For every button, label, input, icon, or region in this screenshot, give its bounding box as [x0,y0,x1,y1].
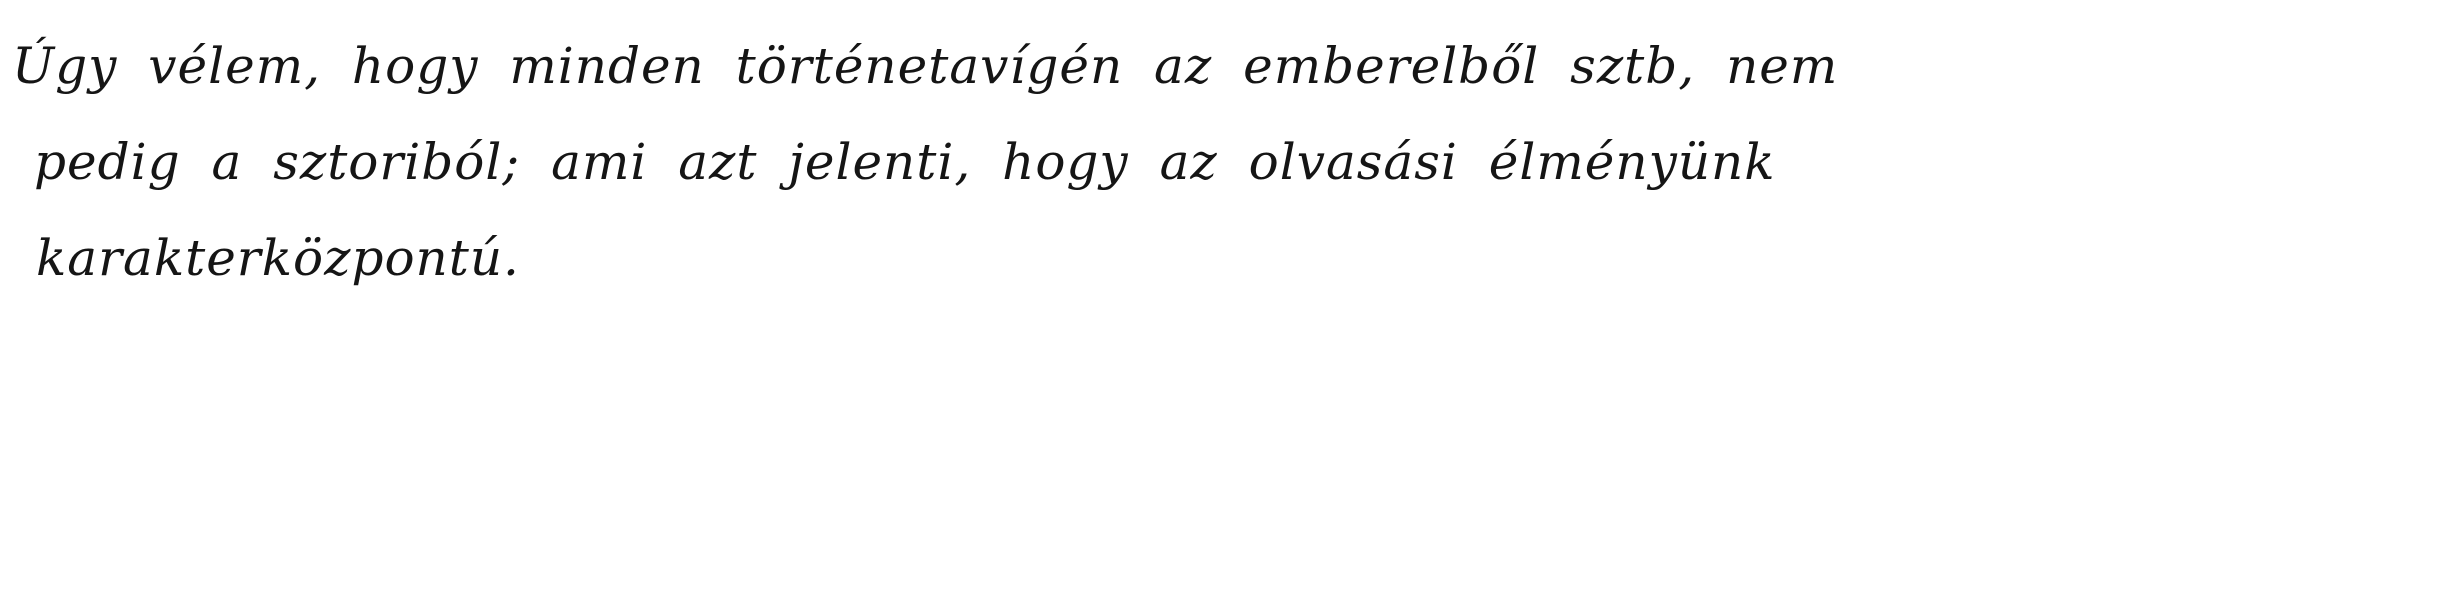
handwritten-line-2: pedig a sztoriból; ami azt jelenti, hogy az olvasási élményünk [34,133,1776,191]
handwritten-line-3: karakterközpontú. [36,229,520,287]
handwritten-text-block [12,18,2432,306]
handwritten-line-1: Úgy vélem, hogy minden történetavígén az emberelből sztb, nem [12,37,1839,95]
